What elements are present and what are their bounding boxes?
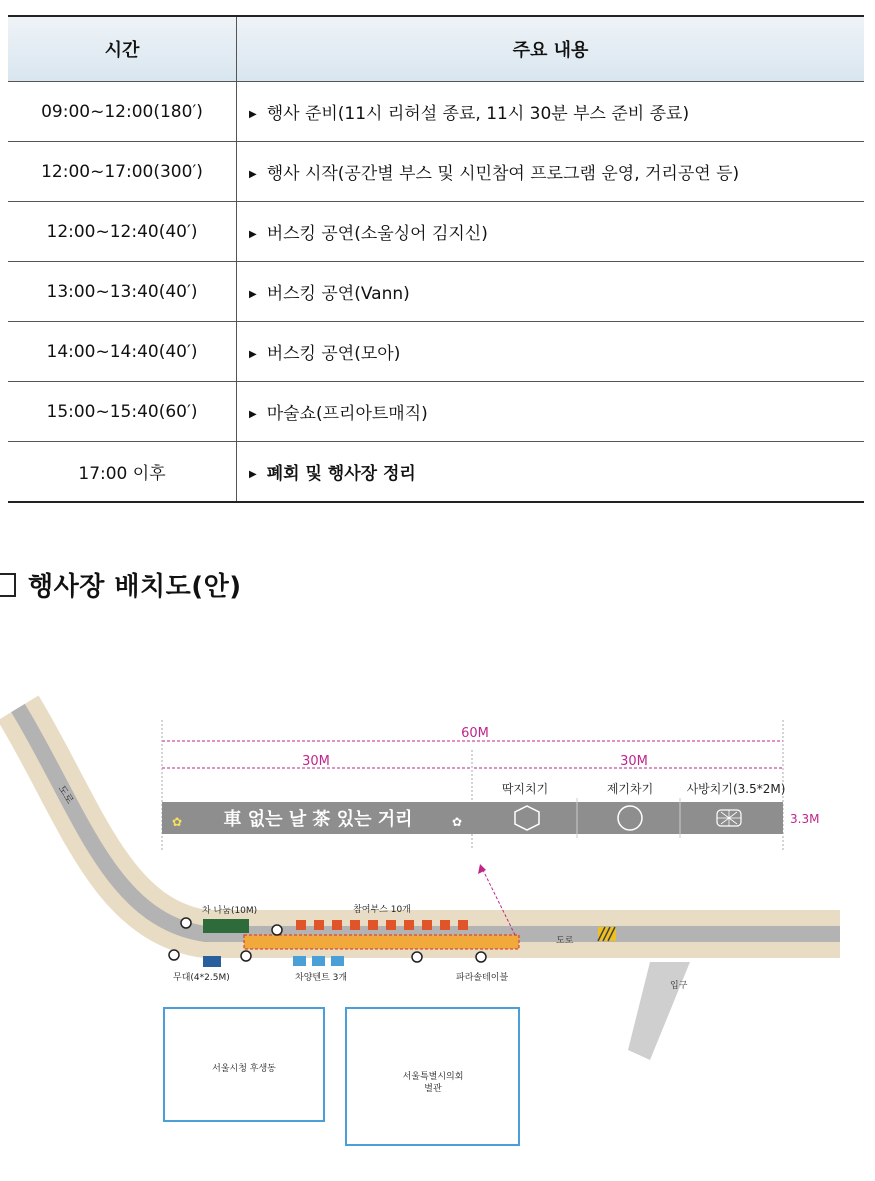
row-time: 14:00~14:40(40′) [8, 322, 237, 382]
table-row [8, 442, 864, 503]
triangle-bullet-icon: ▶ [249, 409, 257, 420]
shade-tents [293, 956, 344, 966]
road-label-left: 도로 [55, 783, 76, 806]
car-sharing-label: 차 나눔(10M) [202, 906, 258, 916]
flower-icon: ✿ [172, 815, 183, 829]
table-row [8, 262, 864, 322]
row-time: 17:00 이후 [8, 442, 237, 503]
strip-text-bg [256, 937, 346, 947]
triangle-bullet-icon: ▶ [249, 349, 257, 360]
dim-total: 60M [461, 726, 489, 741]
row-content: ▶ 버스킹 공연(모아) [237, 322, 865, 382]
zone-label-sabang: 사방치기(3.5*2M) [686, 782, 786, 796]
booth-square [404, 920, 414, 930]
checkbox-square-icon [0, 573, 16, 597]
building2-label-line1: 서울특별시의회 [402, 1072, 464, 1082]
booth-square [386, 920, 396, 930]
stage-label: 무대(4*2.5M) [173, 973, 230, 983]
schedule-table [8, 15, 864, 503]
row-time: 15:00~15:40(60′) [8, 382, 237, 442]
entrance-label: 입구 [670, 981, 688, 991]
arrow-head-icon [478, 864, 486, 874]
shade-tents-label: 차양텐트 3개 [295, 973, 348, 983]
booths-label: 참여부스 10개 [353, 905, 411, 915]
schedule-header-row [8, 16, 864, 82]
dim-right: 30M [620, 754, 648, 769]
header-time: 시간 [8, 16, 237, 82]
height-label: 3.3M [790, 812, 820, 826]
zone-label-ddakji: 딱지치기 [501, 782, 549, 796]
building2-label-line2: 별관 [424, 1084, 442, 1094]
table-row [8, 322, 864, 382]
flower-icon: ✿ [452, 815, 463, 829]
row-content: ▶ 행사 준비(11시 리허설 종료, 11시 30분 부스 준비 종료) [237, 82, 865, 142]
section-heading [0, 566, 242, 603]
section-title: 행사장 배치도(안) [28, 572, 242, 602]
booth-square [350, 920, 360, 930]
booth-square [314, 920, 324, 930]
booth-square [422, 920, 432, 930]
parasol-label: 파라솔테이블 [456, 973, 509, 983]
road-label-right: 도로 [556, 936, 574, 946]
table-row [8, 142, 864, 202]
row-time: 13:00~13:40(40′) [8, 262, 237, 322]
table-row [8, 82, 864, 142]
table-row [8, 382, 864, 442]
triangle-bullet-icon: ▶ [249, 169, 257, 180]
dim-left: 30M [302, 754, 330, 769]
row-content: ▶ 마술쇼(프리아트매직) [237, 382, 865, 442]
booth-square [332, 920, 342, 930]
row-time: 12:00~17:00(300′) [8, 142, 237, 202]
triangle-bullet-icon: ▶ [249, 109, 257, 120]
booth-square [440, 920, 450, 930]
triangle-bullet-icon: ▶ [249, 469, 257, 480]
row-time: 09:00~12:00(180′) [8, 82, 237, 142]
booth-square [368, 920, 378, 930]
stage-block [203, 956, 221, 967]
band-title: 車 없는 날 茶 있는 거리 [223, 809, 413, 830]
venue-layout-map [0, 690, 875, 1181]
header-content: 주요 내용 [237, 16, 865, 82]
zone-label-jegi: 제기차기 [606, 782, 654, 796]
booth-square [458, 920, 468, 930]
car-sharing-block [203, 919, 249, 933]
row-content: ▶ 행사 시작(공간별 부스 및 시민참여 프로그램 운영, 거리공연 등) [237, 142, 865, 202]
triangle-bullet-icon: ▶ [249, 289, 257, 300]
entrance-road [628, 962, 690, 1060]
row-time: 12:00~12:40(40′) [8, 202, 237, 262]
booth-square [296, 920, 306, 930]
building1-label: 서울시청 후생동 [212, 1064, 276, 1074]
triangle-bullet-icon: ▶ [249, 229, 257, 240]
table-row [8, 202, 864, 262]
row-content: ▶ 버스킹 공연(소울싱어 김지신) [237, 202, 865, 262]
row-content: ▶ 버스킹 공연(Vann) [237, 262, 865, 322]
row-content: ▶ 폐회 및 행사장 정리 [249, 464, 416, 484]
